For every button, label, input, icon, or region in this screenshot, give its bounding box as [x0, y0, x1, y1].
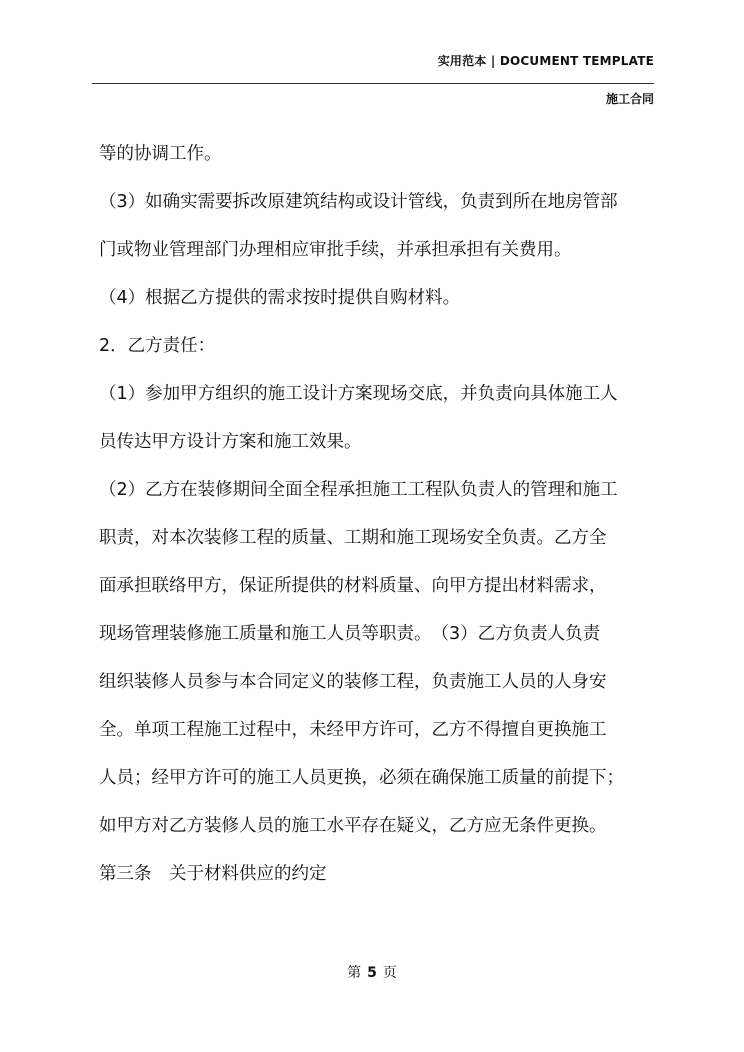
footer-suffix: 页: [382, 965, 397, 981]
body-line: 组织装修人员参与本合同定义的装修工程，负责施工人员的人身安: [99, 672, 607, 692]
document-body: [99, 138, 659, 906]
footer-prefix: 第: [347, 965, 362, 981]
body-line: （4）根据乙方提供的需求按时提供自购材料。: [99, 288, 461, 308]
body-line: （3）如确实需要拆改原建筑结构或设计管线，负责到所在地房管部: [99, 192, 618, 212]
page-footer: [0, 962, 744, 982]
body-line: 2．乙方责任：: [99, 336, 216, 356]
header-document-label: 实用范本 | DOCUMENT TEMPLATE: [437, 54, 654, 68]
body-line: 面承担联络甲方，保证所提供的材料质量、向甲方提出材料需求，: [99, 576, 607, 596]
header-contract-label: 施工合同: [605, 92, 654, 106]
body-line: 现场管理装修施工质量和施工人员等职责。 （3）乙方负责人负责: [99, 624, 601, 644]
header-divider: [92, 83, 654, 84]
body-line: 如甲方对乙方装修人员的施工水平存在疑义，乙方应无条件更换。: [99, 816, 607, 836]
page-number: 5: [367, 965, 377, 981]
body-line: （2）乙方在装修期间全面全程承担施工工程队负责人的管理和施工: [99, 480, 618, 500]
section-heading: 第三条 关于材料供应的约定: [99, 864, 327, 884]
body-line: （1）参加甲方组织的施工设计方案现场交底，并负责向具体施工人: [99, 384, 618, 404]
body-line: 全。单项工程施工过程中，未经甲方许可，乙方不得擅自更换施工: [99, 720, 607, 740]
body-line: 员传达甲方设计方案和施工效果。: [99, 432, 362, 452]
body-line: 职责，对本次装修工程的质量、工期和施工现场安全负责。乙方全: [99, 528, 607, 548]
body-line: 门或物业管理部门办理相应审批手续，并承担承担有关费用。: [99, 240, 572, 260]
body-line: 等的协调工作。: [99, 144, 222, 164]
body-line: 人员；经甲方许可的施工人员更换，必须在确保施工质量的前提下；: [99, 768, 624, 788]
